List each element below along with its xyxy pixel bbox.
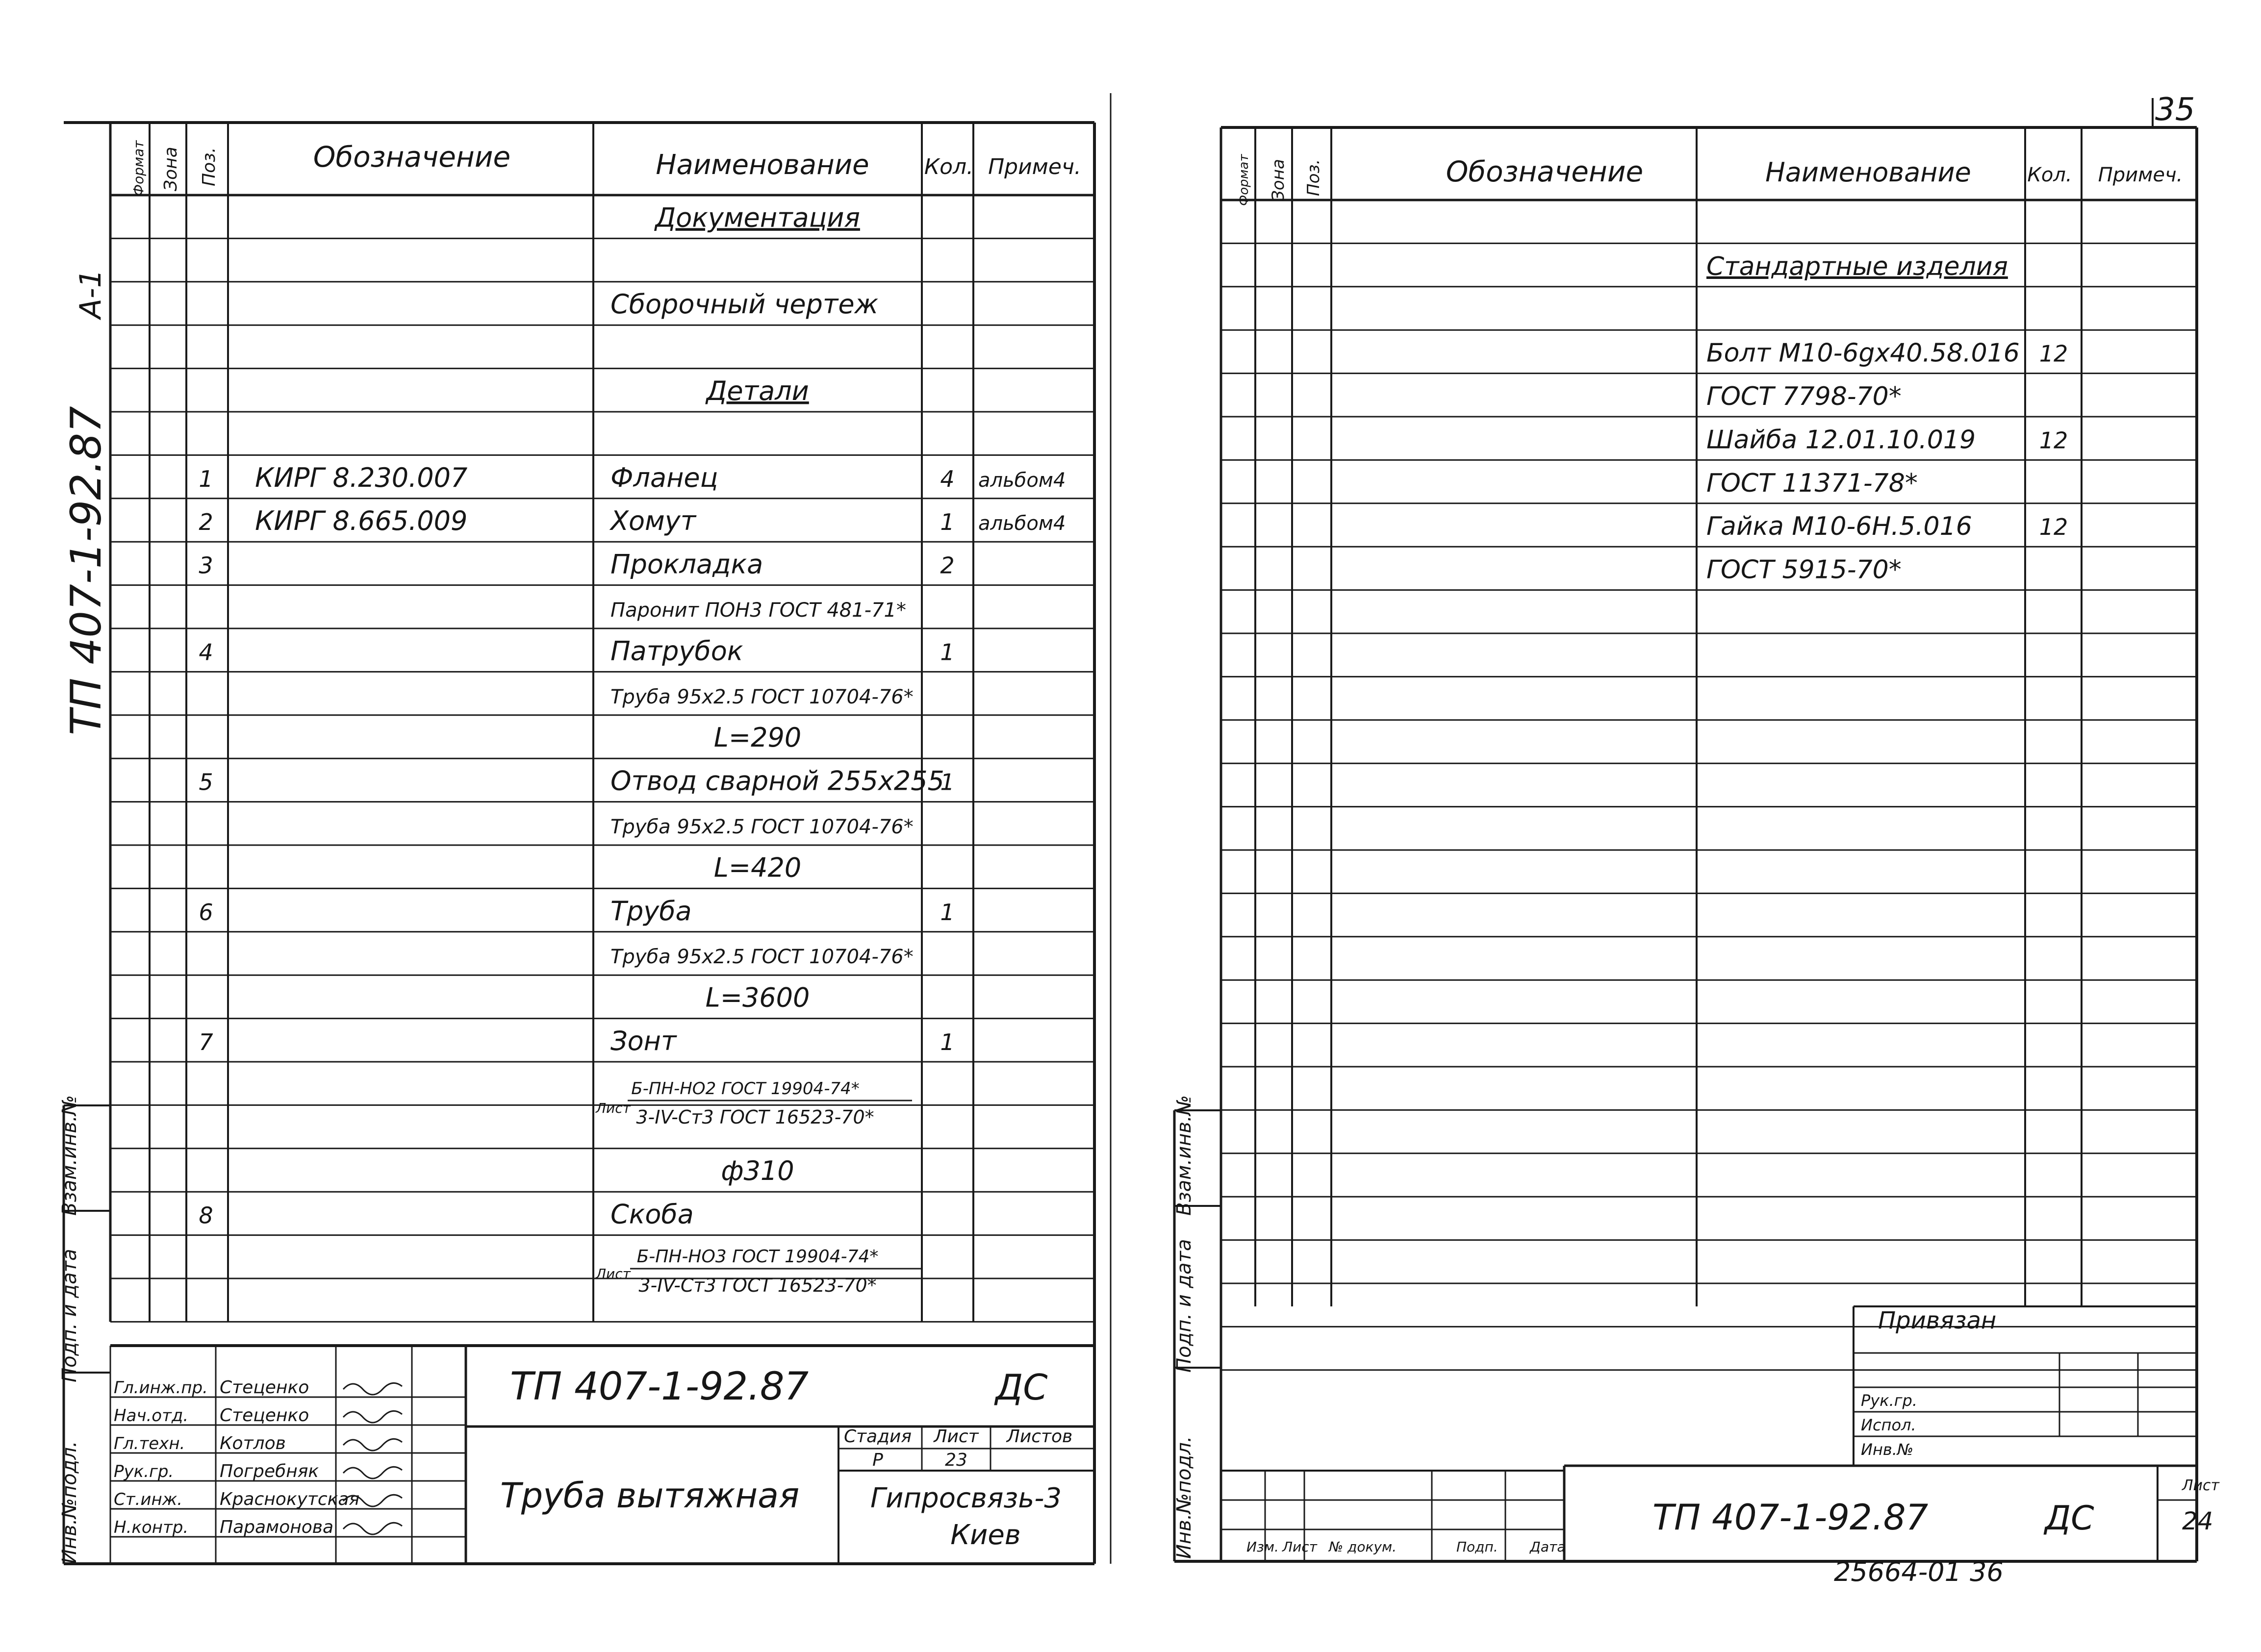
row-qty: 1 xyxy=(940,639,955,666)
role-name: Стеценко xyxy=(220,1377,309,1398)
privyazan-title: Привязан xyxy=(1878,1307,1997,1334)
signature-mark xyxy=(343,1467,402,1478)
role-row xyxy=(114,1517,402,1537)
row-qty: 1 xyxy=(940,899,955,926)
table-row xyxy=(610,816,914,838)
row-qty: 4 xyxy=(940,465,955,492)
sheet-item-prefix: Лист xyxy=(596,1266,631,1282)
role-name: Погребняк xyxy=(220,1461,319,1481)
left-header-zone: Зона xyxy=(161,147,181,191)
row-pos: 3 xyxy=(199,552,213,579)
right-sheet-label: Лист xyxy=(2182,1477,2220,1494)
row-name: Патрубок xyxy=(610,635,743,667)
table-row xyxy=(199,549,954,580)
row-name: L=3600 xyxy=(705,982,810,1013)
row-note: альбом4 xyxy=(978,469,1066,492)
sheet-item-8 xyxy=(595,1247,922,1296)
row-qty: 12 xyxy=(2039,514,2068,541)
row-designation: КИРГ 8.665.009 xyxy=(255,505,468,537)
table-row xyxy=(1706,252,2008,281)
left-header-pos: Поз. xyxy=(199,147,219,186)
role-name: Котлов xyxy=(220,1433,286,1453)
role-name: Стеценко xyxy=(220,1405,309,1426)
signature-mark xyxy=(343,1523,402,1534)
role-title: Рук.гр. xyxy=(114,1462,174,1481)
right-label-doc: № докум. xyxy=(1329,1539,1397,1555)
table-row xyxy=(654,202,860,233)
right-header-note: Примеч. xyxy=(2098,164,2183,186)
table-row xyxy=(199,1199,693,1230)
row-name: Фланец xyxy=(610,462,718,493)
role-title: Гл.инж.пр. xyxy=(114,1378,208,1398)
right-label-izm: Изм. xyxy=(1246,1539,1279,1555)
row-qty: 12 xyxy=(2039,427,2068,454)
left-doc-code: ТП 407-1-92.87 xyxy=(510,1365,809,1409)
table-row xyxy=(706,982,810,1013)
row-qty: 2 xyxy=(940,552,955,579)
sheet-item-numerator: Б-ПН-НО3 ГОСТ 19904-74* xyxy=(636,1247,879,1267)
org-line1: Гипросвязь-3 xyxy=(870,1482,1062,1514)
row-name: Документация xyxy=(655,202,860,233)
row-name: Стандартные изделия xyxy=(1706,251,2008,281)
org-line2: Киев xyxy=(950,1519,1021,1551)
role-name: Парамонова xyxy=(220,1517,334,1537)
sheet-item-prefix: Лист xyxy=(596,1100,631,1116)
row-pos: 5 xyxy=(199,769,213,796)
row-name: Паронит ПОН3 ГОСТ 481-71* xyxy=(610,599,906,622)
privyazan-label-inv: Инв.№ xyxy=(1861,1440,1914,1459)
role-name: Краснокутская xyxy=(220,1489,360,1509)
right-header-zone: Зона xyxy=(1269,159,1288,201)
table-row xyxy=(1706,339,2068,368)
row-name: L=420 xyxy=(713,852,802,883)
left-header-designation: Обозначение xyxy=(313,140,511,174)
role-title: Гл.техн. xyxy=(114,1434,185,1453)
privyazan-label-ispol: Испол. xyxy=(1861,1416,1916,1434)
row-name: Труба 95х2.5 ГОСТ 10704-76* xyxy=(610,816,914,838)
sheet-label: Лист xyxy=(934,1427,979,1447)
left-header-name: Наименование xyxy=(656,149,869,181)
left-doc-title: Труба вытяжная xyxy=(500,1476,800,1516)
left-stamp-podp: Подп. и дата xyxy=(58,1249,81,1382)
row-name: L=290 xyxy=(713,722,802,753)
row-name: Болт М10-6gх40.58.016 xyxy=(1706,338,2020,368)
table-row xyxy=(1706,469,1918,498)
row-pos: 7 xyxy=(199,1029,213,1055)
role-row xyxy=(114,1377,402,1398)
right-label-date: Дата xyxy=(1530,1539,1566,1555)
row-name: Хомут xyxy=(610,505,696,537)
sheet-item-7 xyxy=(595,1079,912,1128)
row-name: Сборочный чертеж xyxy=(610,289,879,320)
right-doc-type: ДС xyxy=(2045,1499,2094,1538)
sheet-item-numerator: Б-ПН-НО2 ГОСТ 19904-74* xyxy=(631,1079,860,1099)
right-doc-code: ТП 407-1-92.87 xyxy=(1652,1497,1929,1538)
left-spec-rows xyxy=(199,202,1066,1229)
row-pos: 6 xyxy=(199,899,213,926)
table-row xyxy=(199,1026,954,1056)
row-name: Шайба 12.01.10.019 xyxy=(1706,425,1976,455)
row-name: Скоба xyxy=(610,1199,694,1230)
left-header-format: Формат xyxy=(130,140,147,196)
signature-mark xyxy=(343,1383,402,1395)
right-header-name: Наименование xyxy=(1765,157,1971,188)
sheet-item-denominator: 3-IV-Ст3 ГОСТ 16523-70* xyxy=(636,1106,874,1128)
row-name: Гайка М10-6Н.5.016 xyxy=(1706,512,1972,542)
left-stamp-vzam: Взам.инв.№ xyxy=(58,1095,81,1216)
right-sheet-value: 24 xyxy=(2182,1507,2213,1535)
row-qty: 1 xyxy=(940,769,955,796)
left-side-code: ТП 407-1-92.87 xyxy=(62,406,111,735)
row-name: ГОСТ 5915-70* xyxy=(1706,555,1902,585)
sheets-label: Листов xyxy=(1006,1427,1073,1447)
row-name: Детали xyxy=(706,375,809,406)
row-name: Отвод сварной 255х255 xyxy=(610,765,944,797)
right-spec-rows xyxy=(1706,252,2068,585)
row-qty: 12 xyxy=(2039,340,2068,367)
left-stamp-inv: Инв.№подл. xyxy=(58,1441,81,1564)
left-sheet xyxy=(58,140,1081,1564)
table-row xyxy=(714,852,801,883)
row-qty: 1 xyxy=(940,509,955,536)
left-header-qty: Кол. xyxy=(924,154,974,179)
right-label-podp: Подп. xyxy=(1456,1539,1498,1555)
right-label-list: Лист xyxy=(1282,1539,1317,1555)
table-row xyxy=(199,635,954,666)
left-header-note: Примеч. xyxy=(988,154,1081,179)
row-name: ГОСТ 11371-78* xyxy=(1706,468,1918,498)
row-pos: 4 xyxy=(199,639,213,666)
table-row xyxy=(1706,512,2068,541)
right-header-designation: Обозначение xyxy=(1446,155,1644,188)
left-doc-type: ДС xyxy=(995,1367,1048,1408)
table-row xyxy=(705,375,809,406)
role-row xyxy=(114,1461,402,1481)
table-row xyxy=(610,686,914,708)
role-title: Нач.отд. xyxy=(114,1406,189,1426)
privyazan-label-ruk: Рук.гр. xyxy=(1861,1391,1918,1410)
role-row xyxy=(114,1489,402,1509)
row-name: Зонт xyxy=(610,1026,677,1056)
row-name: ГОСТ 7798-70* xyxy=(1706,382,1902,411)
table-row xyxy=(610,599,906,622)
signature-mark xyxy=(343,1439,402,1451)
right-stamp-vzam: Взам.инв.№ xyxy=(1173,1095,1195,1216)
row-name: Труба 95х2.5 ГОСТ 10704-76* xyxy=(610,685,914,708)
role-title: Ст.инж. xyxy=(114,1490,183,1509)
table-row xyxy=(1706,555,1902,585)
right-header-format: Формат xyxy=(1237,154,1251,206)
table-row xyxy=(610,946,914,968)
sheet-value: 23 xyxy=(945,1450,967,1470)
stage-value: Р xyxy=(872,1450,883,1470)
table-row xyxy=(199,766,954,797)
sheet-item-denominator: 3-IV-Ст3 ГОСТ 16523-70* xyxy=(638,1275,877,1296)
table-row xyxy=(1706,382,1902,411)
role-title: Н.контр. xyxy=(114,1518,189,1537)
row-name: Труба 95х2.5 ГОСТ 10704-76* xyxy=(610,946,914,969)
stage-label: Стадия xyxy=(843,1427,912,1447)
right-stamp-inv: Инв.№подл. xyxy=(1173,1436,1195,1559)
row-note: альбом4 xyxy=(978,512,1066,535)
grid-lines xyxy=(64,93,2197,1564)
table-row xyxy=(714,722,801,753)
left-title-roles xyxy=(114,1377,402,1537)
table-row xyxy=(1706,425,2068,454)
row-qty: 1 xyxy=(940,1029,955,1055)
role-row xyxy=(114,1405,402,1426)
left-side-format: А-1 xyxy=(74,269,108,319)
table-row xyxy=(721,1155,794,1186)
right-header-pos: Поз. xyxy=(1304,159,1323,196)
page-number: 35 xyxy=(2155,92,2195,128)
row-pos: 1 xyxy=(199,465,213,492)
table-row xyxy=(199,896,954,926)
right-header-qty: Кол. xyxy=(2027,164,2072,186)
right-stamp-podp: Подп. и дата xyxy=(1173,1239,1195,1373)
signature-mark xyxy=(343,1411,402,1423)
bottom-note: 25664-01 36 xyxy=(1834,1556,2004,1587)
role-row xyxy=(114,1433,402,1453)
row-pos: 2 xyxy=(199,509,213,536)
table-row xyxy=(199,505,1066,536)
row-name: ф310 xyxy=(721,1155,794,1187)
row-name: Прокладка xyxy=(610,549,763,580)
row-pos: 8 xyxy=(199,1202,213,1229)
table-row xyxy=(199,462,1066,493)
row-designation: КИРГ 8.230.007 xyxy=(255,462,468,493)
table-row xyxy=(610,289,879,320)
row-name: Труба xyxy=(610,895,692,926)
